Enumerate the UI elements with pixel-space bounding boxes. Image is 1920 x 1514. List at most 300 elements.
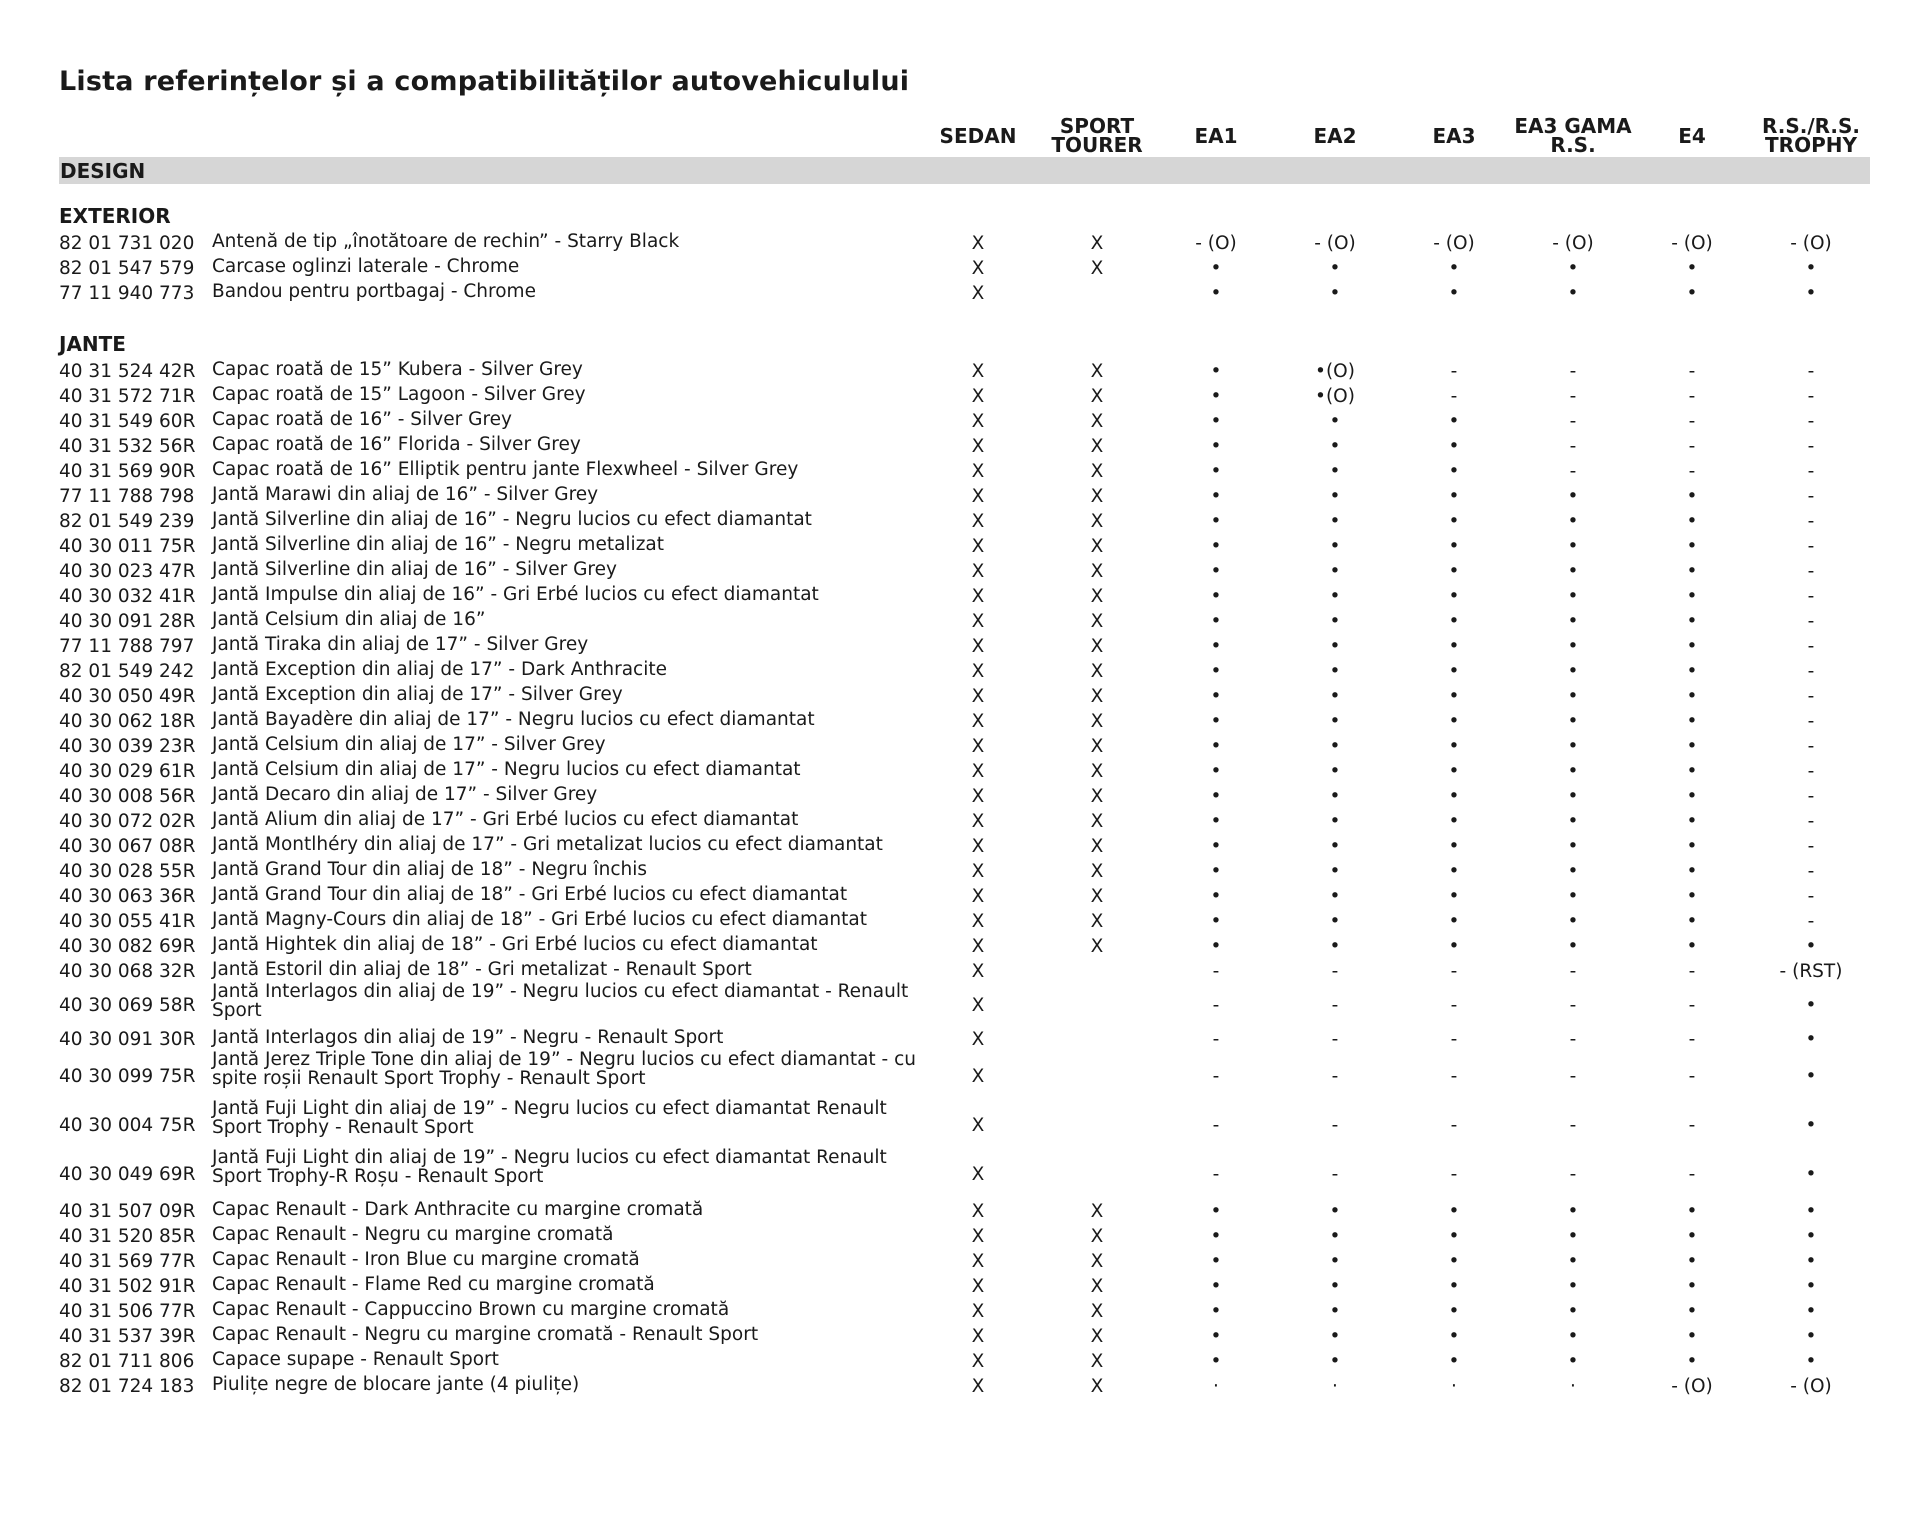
cell-ea2: •	[1329, 836, 1341, 857]
cell-ea3: •	[1448, 283, 1460, 304]
cell-ea2: •	[1329, 1351, 1341, 1372]
part-reference: 77 11 788 798	[59, 486, 195, 507]
cell-ea2: •	[1329, 536, 1341, 557]
part-reference: 40 30 011 75R	[59, 536, 196, 557]
part-description: Jantă Estoril din aliaj de 18” - Gri metalizat - Renault Sport	[212, 959, 752, 980]
cell-ea1: •	[1210, 586, 1222, 607]
cell-sport-tourer: X	[1090, 233, 1104, 254]
cell-rs-trophy: •	[1805, 1164, 1817, 1185]
cell-rs-trophy: -	[1807, 636, 1815, 657]
part-description: Jantă Silverline din aliaj de 16” - Negru metalizat	[212, 534, 664, 555]
part-description: Capac roată de 15” Kubera - Silver Grey	[212, 359, 583, 380]
cell-e4: •	[1686, 761, 1698, 782]
cell-ea3-gama-rs: -	[1569, 1164, 1577, 1185]
cell-ea3-gama-rs: -	[1569, 1115, 1577, 1136]
cell-ea1: •	[1210, 258, 1222, 279]
cell-ea3: •	[1448, 736, 1460, 757]
cell-sedan: X	[971, 686, 985, 707]
cell-ea1: •	[1210, 411, 1222, 432]
cell-rs-trophy: •	[1805, 995, 1817, 1016]
cell-ea1: •	[1210, 1201, 1222, 1222]
cell-ea3-gama-rs: •	[1567, 561, 1579, 582]
cell-ea3: •	[1448, 436, 1460, 457]
part-reference: 82 01 724 183	[59, 1376, 195, 1397]
part-description: Jantă Exception din aliaj de 17” - Dark Anthracite	[212, 659, 667, 680]
part-description: Jantă Celsium din aliaj de 16”	[212, 609, 486, 630]
cell-ea3-gama-rs: -	[1569, 361, 1577, 382]
part-reference: 40 31 537 39R	[59, 1326, 196, 1347]
cell-ea3-gama-rs: ·	[1570, 1376, 1576, 1397]
cell-e4: -	[1688, 436, 1696, 457]
cell-ea3-gama-rs: •	[1567, 283, 1579, 304]
cell-ea1: -	[1212, 1164, 1220, 1185]
cell-sedan: X	[971, 586, 985, 607]
cell-rs-trophy: •	[1805, 1115, 1817, 1136]
cell-ea2: •	[1329, 1276, 1341, 1297]
cell-ea3: •	[1448, 1276, 1460, 1297]
cell-rs-trophy: -	[1807, 536, 1815, 557]
cell-sedan: X	[971, 486, 985, 507]
cell-rs-trophy: -	[1807, 811, 1815, 832]
cell-rs-trophy: •	[1805, 1226, 1817, 1247]
part-description: Capac Renault - Dark Anthracite cu margine cromată	[212, 1199, 704, 1220]
cell-ea3: •	[1448, 886, 1460, 907]
cell-sedan: X	[971, 1226, 985, 1247]
part-description: Capac Renault - Negru cu margine cromată - Renault Sport	[212, 1324, 759, 1345]
part-reference: 40 30 029 61R	[59, 761, 196, 782]
part-description: Jantă Silverline din aliaj de 16” - Negru lucios cu efect diamantat	[212, 509, 812, 530]
cell-e4: -	[1688, 961, 1696, 982]
cell-rs-trophy: -	[1807, 661, 1815, 682]
cell-sport-tourer: X	[1090, 861, 1104, 882]
cell-ea2: -	[1331, 961, 1339, 982]
part-reference: 40 31 532 56R	[59, 436, 196, 457]
cell-ea3-gama-rs: •	[1567, 911, 1579, 932]
part-description: Jantă Hightek din aliaj de 18” - Gri Erbé lucios cu efect diamantat	[212, 934, 818, 955]
cell-e4: •	[1686, 636, 1698, 657]
part-description: Jantă Impulse din aliaj de 16” - Gri Erbé lucios cu efect diamantat	[212, 584, 819, 605]
cell-sedan: X	[971, 836, 985, 857]
cell-e4: -	[1688, 461, 1696, 482]
cell-rs-trophy: -	[1807, 361, 1815, 382]
cell-ea2: •	[1329, 1326, 1341, 1347]
cell-ea3: -	[1450, 1164, 1458, 1185]
cell-e4: -	[1688, 361, 1696, 382]
cell-ea1: •	[1210, 511, 1222, 532]
cell-ea3: •	[1448, 1251, 1460, 1272]
cell-ea2: •(O)	[1315, 361, 1355, 382]
part-reference: 40 30 091 30R	[59, 1029, 196, 1050]
cell-rs-trophy: -	[1807, 436, 1815, 457]
cell-e4: •	[1686, 911, 1698, 932]
cell-ea2: -	[1331, 1029, 1339, 1050]
cell-ea3: •	[1448, 586, 1460, 607]
cell-ea3-gama-rs: •	[1567, 1201, 1579, 1222]
cell-sedan: X	[971, 861, 985, 882]
cell-sport-tourer: X	[1090, 661, 1104, 682]
cell-e4: •	[1686, 736, 1698, 757]
cell-ea3: •	[1448, 861, 1460, 882]
cell-sport-tourer: X	[1090, 886, 1104, 907]
cell-ea2: •	[1329, 561, 1341, 582]
cell-e4: •	[1686, 861, 1698, 882]
cell-ea2: - (O)	[1314, 233, 1356, 254]
cell-ea1: •	[1210, 686, 1222, 707]
cell-ea3: •	[1448, 761, 1460, 782]
cell-sport-tourer: X	[1090, 936, 1104, 957]
part-description: Jantă Celsium din aliaj de 17” - Silver Grey	[212, 734, 606, 755]
cell-ea2: •	[1329, 436, 1341, 457]
cell-ea3-gama-rs: •	[1567, 661, 1579, 682]
cell-e4: •	[1686, 536, 1698, 557]
part-reference: 40 31 520 85R	[59, 1226, 196, 1247]
cell-ea2: •	[1329, 1201, 1341, 1222]
cell-ea3-gama-rs: -	[1569, 436, 1577, 457]
cell-ea3: -	[1450, 1115, 1458, 1136]
cell-e4: •	[1686, 786, 1698, 807]
cell-sport-tourer: X	[1090, 436, 1104, 457]
page-title: Lista referințelor și a compatibilităților autovehiculului	[59, 66, 910, 97]
cell-sedan: X	[971, 1251, 985, 1272]
cell-sport-tourer: X	[1090, 258, 1104, 279]
cell-e4: •	[1686, 836, 1698, 857]
cell-sport-tourer: X	[1090, 361, 1104, 382]
cell-ea2: •	[1329, 936, 1341, 957]
part-description: Capac roată de 16” Elliptik pentru jante Flexwheel - Silver Grey	[212, 459, 799, 480]
part-description: Capac roată de 16” - Silver Grey	[212, 409, 512, 430]
cell-rs-trophy: -	[1807, 836, 1815, 857]
cell-ea1: •	[1210, 1301, 1222, 1322]
cell-sport-tourer: X	[1090, 461, 1104, 482]
cell-ea3-gama-rs: - (O)	[1552, 233, 1594, 254]
part-reference: 40 30 032 41R	[59, 586, 196, 607]
cell-ea1: -	[1212, 1029, 1220, 1050]
part-reference: 40 31 502 91R	[59, 1276, 196, 1297]
cell-ea3-gama-rs: •	[1567, 736, 1579, 757]
cell-ea3-gama-rs: •	[1567, 511, 1579, 532]
part-reference: 40 30 023 47R	[59, 561, 196, 582]
part-reference: 40 30 050 49R	[59, 686, 196, 707]
cell-rs-trophy: •	[1805, 1066, 1817, 1087]
part-description: Jantă Tiraka din aliaj de 17” - Silver Grey	[212, 634, 589, 655]
part-description: Capac Renault - Flame Red cu margine cromată	[212, 1274, 655, 1295]
cell-e4: •	[1686, 1201, 1698, 1222]
cell-rs-trophy: •	[1805, 1326, 1817, 1347]
cell-sedan: X	[971, 1326, 985, 1347]
part-reference: 40 30 069 58R	[59, 995, 196, 1016]
cell-e4: •	[1686, 1276, 1698, 1297]
cell-rs-trophy: -	[1807, 511, 1815, 532]
cell-e4: -	[1688, 1029, 1696, 1050]
cell-ea3-gama-rs: •	[1567, 936, 1579, 957]
cell-e4: •	[1686, 1226, 1698, 1247]
cell-e4: •	[1686, 611, 1698, 632]
cell-sedan: X	[971, 1301, 985, 1322]
cell-e4: •	[1686, 258, 1698, 279]
cell-ea2: ·	[1332, 1376, 1338, 1397]
part-description: Bandou pentru portbagaj - Chrome	[212, 281, 536, 302]
cell-rs-trophy: -	[1807, 561, 1815, 582]
cell-ea3: •	[1448, 836, 1460, 857]
part-description: Jantă Bayadère din aliaj de 17” - Negru lucios cu efect diamantat	[212, 709, 815, 730]
cell-sedan: X	[971, 1029, 985, 1050]
part-reference: 40 30 063 36R	[59, 886, 196, 907]
cell-ea3: •	[1448, 1326, 1460, 1347]
cell-sport-tourer: X	[1090, 1251, 1104, 1272]
cell-ea1: •	[1210, 711, 1222, 732]
cell-ea2: •	[1329, 736, 1341, 757]
part-reference: 82 01 549 239	[59, 511, 195, 532]
cell-e4: - (O)	[1671, 1376, 1713, 1397]
part-reference: 77 11 940 773	[59, 283, 195, 304]
cell-ea3: •	[1448, 536, 1460, 557]
cell-ea2: •	[1329, 761, 1341, 782]
part-reference: 40 30 091 28R	[59, 611, 196, 632]
cell-ea1: •	[1210, 636, 1222, 657]
cell-ea3-gama-rs: •	[1567, 711, 1579, 732]
cell-e4: •	[1686, 283, 1698, 304]
column-header-ea2: EA2	[1313, 123, 1357, 148]
cell-e4: •	[1686, 711, 1698, 732]
section-title-jante: JANTE	[59, 332, 126, 356]
cell-sedan: X	[971, 936, 985, 957]
part-reference: 40 31 572 71R	[59, 386, 196, 407]
cell-ea3-gama-rs: •	[1567, 536, 1579, 557]
cell-ea1: •	[1210, 486, 1222, 507]
cell-ea2: •(O)	[1315, 386, 1355, 407]
part-reference: 82 01 549 242	[59, 661, 195, 682]
part-description: Jantă Exception din aliaj de 17” - Silver Grey	[212, 684, 623, 705]
cell-sedan: X	[971, 611, 985, 632]
cell-e4: •	[1686, 561, 1698, 582]
cell-ea3: •	[1448, 611, 1460, 632]
part-reference: 40 31 506 77R	[59, 1301, 196, 1322]
cell-e4: •	[1686, 1251, 1698, 1272]
cell-sport-tourer: X	[1090, 586, 1104, 607]
cell-sport-tourer: X	[1090, 736, 1104, 757]
cell-sport-tourer: X	[1090, 836, 1104, 857]
part-reference: 40 31 524 42R	[59, 361, 196, 382]
part-reference: 40 31 549 60R	[59, 411, 196, 432]
column-header-ea1: EA1	[1194, 123, 1238, 148]
cell-sport-tourer: X	[1090, 1276, 1104, 1297]
cell-ea1: •	[1210, 661, 1222, 682]
cell-ea3-gama-rs: -	[1569, 1066, 1577, 1087]
cell-sport-tourer: X	[1090, 1326, 1104, 1347]
cell-ea1: •	[1210, 1351, 1222, 1372]
cell-ea3-gama-rs: •	[1567, 786, 1579, 807]
part-description: Jantă Silverline din aliaj de 16” - Silver Grey	[212, 559, 617, 580]
part-description: Jantă Marawi din aliaj de 16” - Silver Grey	[212, 484, 599, 505]
cell-ea2: •	[1329, 811, 1341, 832]
cell-e4: -	[1688, 1164, 1696, 1185]
cell-ea2: •	[1329, 786, 1341, 807]
design-label: DESIGN	[60, 159, 146, 183]
part-description: Jantă Grand Tour din aliaj de 18” - Gri Erbé lucios cu efect diamantat	[212, 884, 848, 905]
cell-rs-trophy: - (O)	[1790, 1376, 1832, 1397]
cell-ea3-gama-rs: •	[1567, 811, 1579, 832]
cell-sedan: X	[971, 1115, 985, 1136]
cell-ea3-gama-rs: •	[1567, 1251, 1579, 1272]
cell-sedan: X	[971, 386, 985, 407]
cell-ea3-gama-rs: •	[1567, 611, 1579, 632]
cell-ea3-gama-rs: -	[1569, 411, 1577, 432]
cell-e4: •	[1686, 936, 1698, 957]
cell-ea3: •	[1448, 686, 1460, 707]
cell-ea1: •	[1210, 911, 1222, 932]
cell-ea2: •	[1329, 686, 1341, 707]
part-reference: 40 30 004 75R	[59, 1115, 196, 1136]
part-description: Jantă Magny-Cours din aliaj de 18” - Gri Erbé lucios cu efect diamantat	[212, 909, 867, 930]
cell-ea1: •	[1210, 386, 1222, 407]
cell-ea1: •	[1210, 1226, 1222, 1247]
part-description: Antenă de tip „înotătoare de rechin” - Starry Black	[212, 231, 680, 252]
part-description: Jantă Fuji Light din aliaj de 19” - Negru lucios cu efect diamantat Renault Sport Trophy-R Roșu - Renault Sport	[212, 1147, 887, 1187]
cell-sedan: X	[971, 1276, 985, 1297]
cell-ea2: •	[1329, 636, 1341, 657]
cell-e4: •	[1686, 1351, 1698, 1372]
cell-sedan: X	[971, 786, 985, 807]
cell-sedan: X	[971, 233, 985, 254]
part-description: Jantă Interlagos din aliaj de 19” - Negru lucios cu efect diamantat - Renault Sport	[212, 981, 909, 1021]
cell-sedan: X	[971, 1066, 985, 1087]
cell-rs-trophy: -	[1807, 886, 1815, 907]
part-reference: 40 31 507 09R	[59, 1201, 196, 1222]
column-header-e4: E4	[1678, 123, 1706, 148]
cell-sport-tourer: X	[1090, 536, 1104, 557]
cell-sedan: X	[971, 961, 985, 982]
part-description: Capac Renault - Cappuccino Brown cu margine cromată	[212, 1299, 730, 1320]
cell-e4: •	[1686, 486, 1698, 507]
cell-ea1: •	[1210, 861, 1222, 882]
cell-ea2: •	[1329, 511, 1341, 532]
cell-rs-trophy: -	[1807, 861, 1815, 882]
cell-rs-trophy: -	[1807, 711, 1815, 732]
cell-ea2: •	[1329, 911, 1341, 932]
cell-e4: -	[1688, 411, 1696, 432]
cell-ea2: -	[1331, 995, 1339, 1016]
part-description: Jantă Celsium din aliaj de 17” - Negru lucios cu efect diamantat	[212, 759, 801, 780]
cell-rs-trophy: •	[1805, 1201, 1817, 1222]
cell-ea1: •	[1210, 561, 1222, 582]
cell-e4: •	[1686, 811, 1698, 832]
cell-ea2: •	[1329, 283, 1341, 304]
cell-rs-trophy: -	[1807, 411, 1815, 432]
cell-e4: •	[1686, 586, 1698, 607]
cell-sedan: X	[971, 461, 985, 482]
cell-rs-trophy: •	[1805, 1351, 1817, 1372]
cell-ea1: •	[1210, 283, 1222, 304]
cell-ea3: -	[1450, 386, 1458, 407]
cell-ea3: ·	[1451, 1376, 1457, 1397]
cell-ea3: -	[1450, 361, 1458, 382]
cell-ea3: •	[1448, 411, 1460, 432]
part-reference: 82 01 731 020	[59, 233, 195, 254]
cell-ea3: •	[1448, 486, 1460, 507]
cell-rs-trophy: -	[1807, 611, 1815, 632]
cell-sedan: X	[971, 995, 985, 1016]
cell-sport-tourer: X	[1090, 611, 1104, 632]
cell-ea1: -	[1212, 961, 1220, 982]
cell-ea2: •	[1329, 258, 1341, 279]
cell-ea1: •	[1210, 611, 1222, 632]
cell-ea3: •	[1448, 811, 1460, 832]
cell-ea3-gama-rs: •	[1567, 636, 1579, 657]
part-description: Piulițe negre de blocare jante (4 piulițe)	[212, 1374, 580, 1395]
cell-sedan: X	[971, 661, 985, 682]
cell-sedan: X	[971, 283, 985, 304]
cell-ea3-gama-rs: •	[1567, 486, 1579, 507]
cell-sport-tourer: X	[1090, 1226, 1104, 1247]
cell-sport-tourer: X	[1090, 511, 1104, 532]
cell-sedan: X	[971, 436, 985, 457]
cell-sport-tourer: X	[1090, 711, 1104, 732]
part-description: Jantă Decaro din aliaj de 17” - Silver Grey	[212, 784, 598, 805]
part-reference: 77 11 788 797	[59, 636, 195, 657]
cell-ea2: •	[1329, 1301, 1341, 1322]
cell-ea3-gama-rs: -	[1569, 961, 1577, 982]
cell-sport-tourer: X	[1090, 561, 1104, 582]
design-band	[59, 157, 1870, 184]
cell-sport-tourer: X	[1090, 761, 1104, 782]
cell-ea2: •	[1329, 711, 1341, 732]
cell-e4: -	[1688, 995, 1696, 1016]
cell-rs-trophy: •	[1805, 936, 1817, 957]
cell-ea3: -	[1450, 1066, 1458, 1087]
cell-sedan: X	[971, 911, 985, 932]
cell-ea3: •	[1448, 1226, 1460, 1247]
column-header-sedan: SEDAN	[939, 123, 1017, 148]
cell-ea3: •	[1448, 1301, 1460, 1322]
section-title-exterior: EXTERIOR	[59, 204, 171, 228]
cell-ea3: •	[1448, 561, 1460, 582]
cell-ea1: •	[1210, 461, 1222, 482]
cell-e4: -	[1688, 386, 1696, 407]
cell-sport-tourer: X	[1090, 1301, 1104, 1322]
cell-ea3-gama-rs: •	[1567, 1301, 1579, 1322]
part-description: Jantă Grand Tour din aliaj de 18” - Negru închis	[212, 859, 648, 880]
cell-ea2: •	[1329, 486, 1341, 507]
cell-ea2: •	[1329, 1226, 1341, 1247]
part-description: Carcase oglinzi laterale - Chrome	[212, 256, 520, 277]
cell-sedan: X	[971, 886, 985, 907]
cell-sedan: X	[971, 1164, 985, 1185]
part-reference: 40 30 072 02R	[59, 811, 196, 832]
column-header-sport-tourer: SPORT TOURER	[1051, 114, 1143, 157]
cell-sport-tourer: X	[1090, 636, 1104, 657]
part-reference: 40 30 082 69R	[59, 936, 196, 957]
cell-sport-tourer: X	[1090, 686, 1104, 707]
cell-ea3: •	[1448, 711, 1460, 732]
cell-ea3-gama-rs: •	[1567, 836, 1579, 857]
cell-ea3: •	[1448, 1201, 1460, 1222]
cell-ea2: •	[1329, 411, 1341, 432]
cell-ea3-gama-rs: •	[1567, 1326, 1579, 1347]
column-header-rs-trophy: R.S./R.S. TROPHY	[1761, 114, 1861, 157]
part-description: Capace supape - Renault Sport	[212, 1349, 499, 1370]
cell-ea3-gama-rs: •	[1567, 1276, 1579, 1297]
cell-ea1: •	[1210, 1251, 1222, 1272]
part-reference: 40 30 039 23R	[59, 736, 196, 757]
cell-ea3: •	[1448, 1351, 1460, 1372]
cell-sport-tourer: X	[1090, 811, 1104, 832]
cell-ea2: •	[1329, 661, 1341, 682]
cell-ea3-gama-rs: -	[1569, 461, 1577, 482]
cell-rs-trophy: •	[1805, 1301, 1817, 1322]
cell-ea3-gama-rs: -	[1569, 1029, 1577, 1050]
cell-sedan: X	[971, 361, 985, 382]
part-reference: 40 31 569 90R	[59, 461, 196, 482]
